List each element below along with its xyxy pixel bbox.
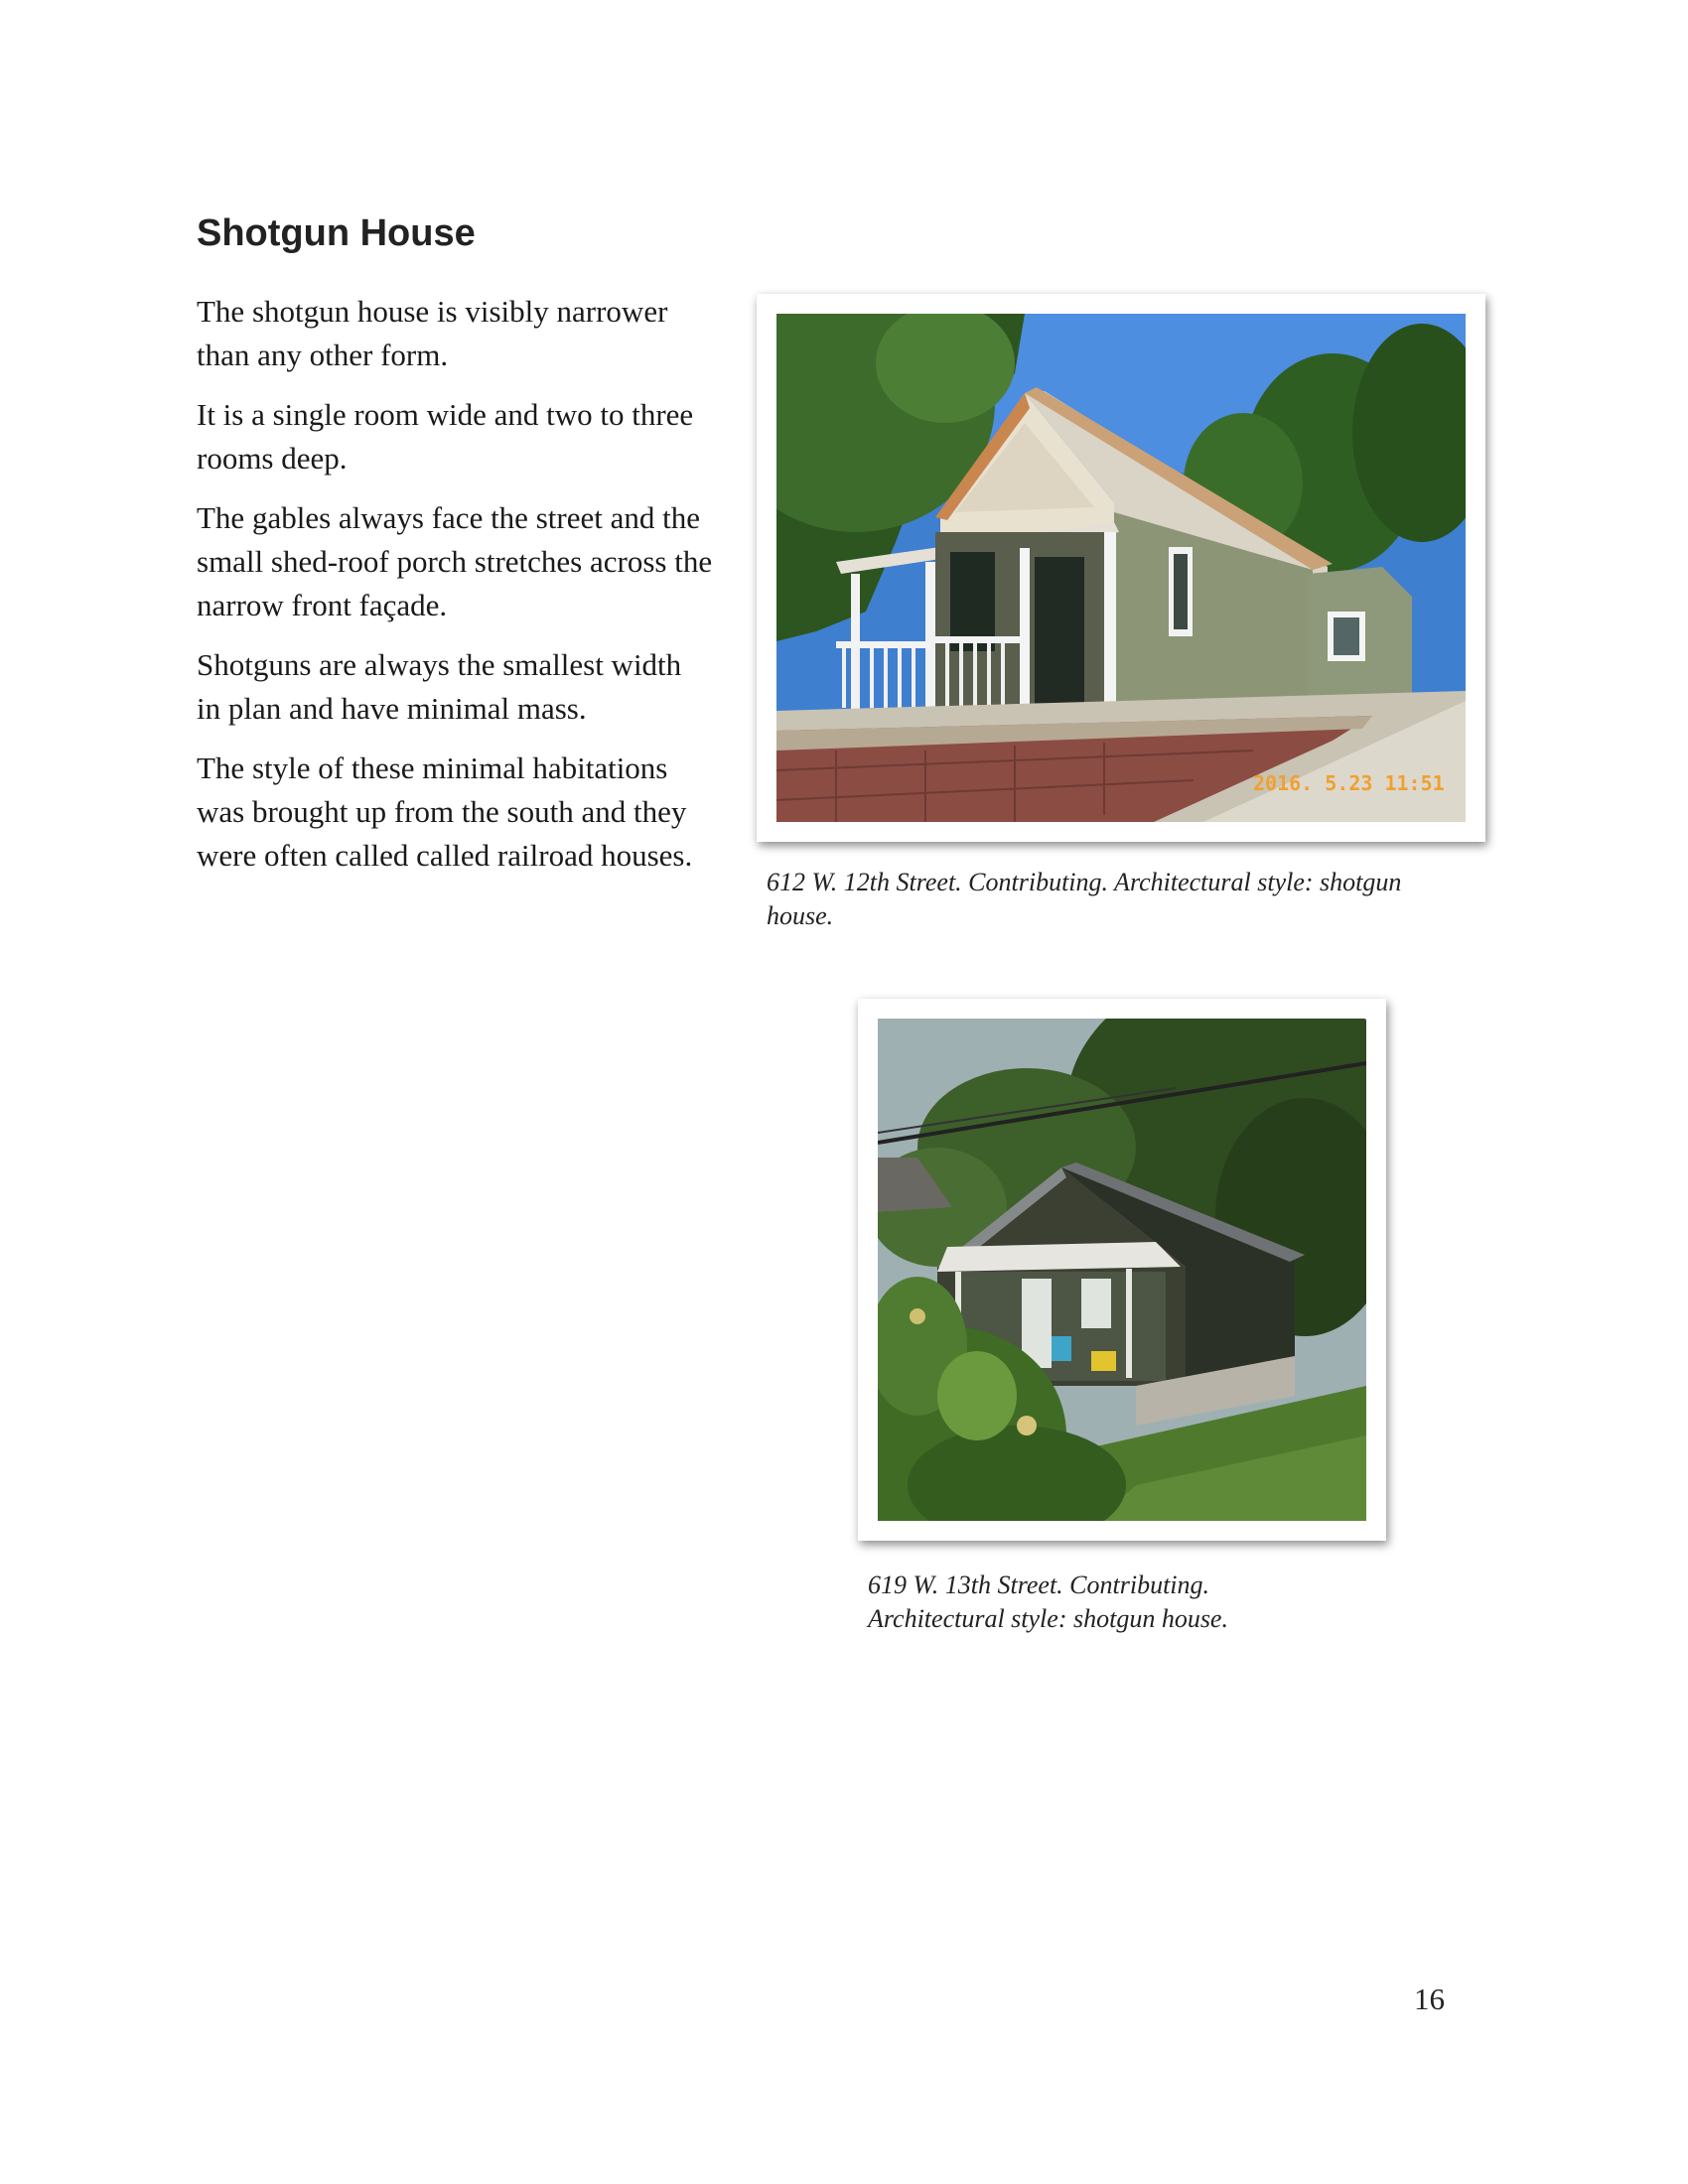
paragraph: Shotguns are always the smallest width in plan and have minimal mass. <box>197 647 682 726</box>
paragraph: It is a single room wide and two to three rooms deep. <box>197 397 694 476</box>
paragraph: The shotgun house is visibly narrower than any other form. <box>197 294 668 372</box>
date-stamp: 2016. 5.23 11:51 <box>1253 771 1445 795</box>
figure-caption: 619 W. 13th Street. Contributing. Architectural style: shotgun house. <box>868 1570 1228 1633</box>
house-photo-619-w-13th <box>878 1019 1366 1521</box>
section-heading: Shotgun House <box>197 212 476 254</box>
body-text <box>197 290 713 893</box>
photo-frame-612-w-12th <box>757 294 1485 842</box>
page-number: 16 <box>1414 1981 1445 2016</box>
figure-caption: 612 W. 12th Street. Contributing. Architectural style: shotgun house. <box>767 868 1402 930</box>
house-photo-612-w-12th <box>776 314 1466 822</box>
paragraph: The style of these minimal habitations was brought up from the south and they were often called called railroad houses. <box>197 751 693 873</box>
photo-frame-619-w-13th <box>858 999 1386 1541</box>
paragraph: The gables always face the street and the small shed-roof porch stretches across the narrow front façade. <box>197 500 713 622</box>
